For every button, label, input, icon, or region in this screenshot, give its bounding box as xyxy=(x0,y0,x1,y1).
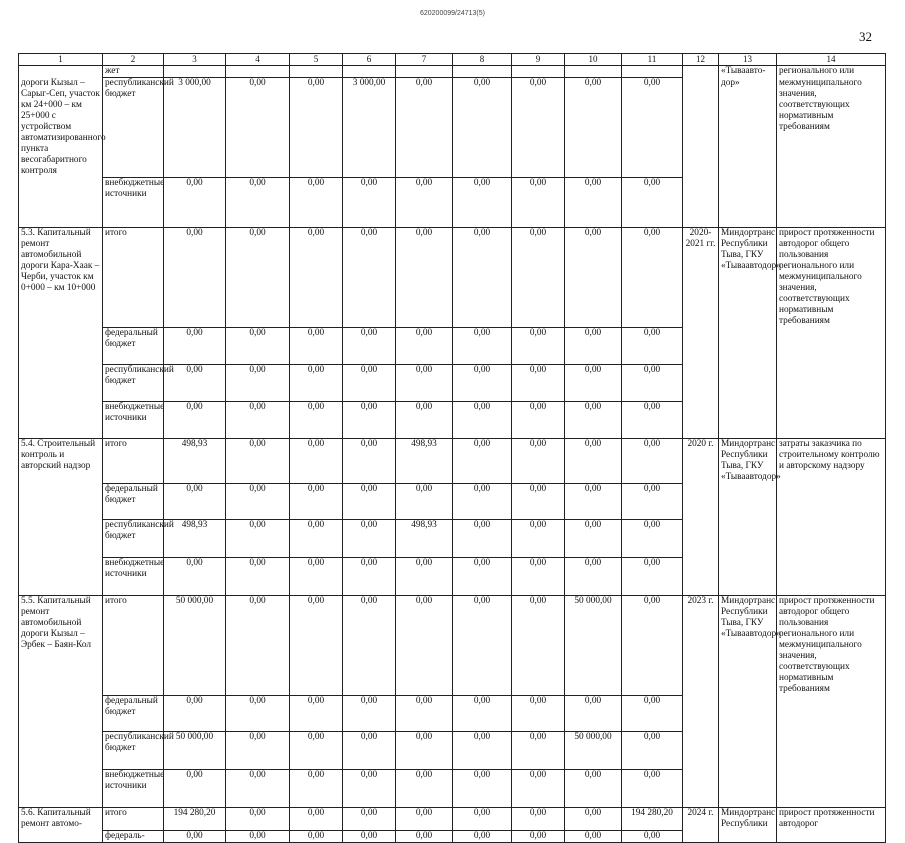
amount-cell xyxy=(290,66,343,78)
executor-cell xyxy=(719,402,777,439)
table-row xyxy=(19,770,886,808)
event-name-cell xyxy=(19,770,103,808)
amount-cell: 0,00 xyxy=(453,328,512,365)
amount-cell: 0,00 xyxy=(622,596,683,696)
amount-cell: 194 280,20 xyxy=(622,808,683,831)
amount-cell: 0,00 xyxy=(164,558,226,596)
event-name-cell xyxy=(19,520,103,558)
amount-cell: 0,00 xyxy=(226,402,290,439)
amount-cell: 0,00 xyxy=(343,178,396,228)
amount-cell: 0,00 xyxy=(565,558,622,596)
amount-cell xyxy=(453,66,512,78)
amount-cell: 0,00 xyxy=(512,520,565,558)
column-header: 7 xyxy=(396,54,453,66)
result-cell: прирост протяженности автодорог общего пользования регионального или межмуниципального значения, соответствующих нормативным требованиям xyxy=(777,228,886,328)
table-row xyxy=(19,558,886,596)
column-header: 14 xyxy=(777,54,886,66)
event-name-cell: 5.3. Капитальный ремонт автомобильной дороги Кара-Хаак – Черби, участок км 0+000 – км 10+000 xyxy=(19,228,103,328)
amount-cell: 0,00 xyxy=(226,78,290,178)
amount-cell: 0,00 xyxy=(565,328,622,365)
amount-cell: 0,00 xyxy=(290,484,343,520)
amount-cell: 0,00 xyxy=(453,484,512,520)
column-header: 1 xyxy=(19,54,103,66)
amount-cell: 194 280,20 xyxy=(164,808,226,831)
result-cell xyxy=(777,696,886,732)
amount-cell: 0,00 xyxy=(565,439,622,484)
amount-cell: 0,00 xyxy=(565,178,622,228)
period-cell xyxy=(683,696,719,732)
result-cell xyxy=(777,328,886,365)
funding-source-cell: федеральный бюджет xyxy=(103,696,164,732)
amount-cell: 0,00 xyxy=(290,328,343,365)
amount-cell: 0,00 xyxy=(622,439,683,484)
table-row xyxy=(19,696,886,732)
amount-cell: 0,00 xyxy=(622,831,683,843)
amount-cell: 0,00 xyxy=(226,696,290,732)
table-row xyxy=(19,328,886,365)
table-row xyxy=(19,178,886,228)
column-number-row xyxy=(19,54,886,66)
amount-cell: 0,00 xyxy=(396,831,453,843)
amount-cell: 0,00 xyxy=(622,228,683,328)
amount-cell: 0,00 xyxy=(343,732,396,770)
amount-cell: 0,00 xyxy=(396,402,453,439)
amount-cell: 0,00 xyxy=(226,439,290,484)
executor-cell: Миндортранс Республики xyxy=(719,808,777,831)
amount-cell: 0,00 xyxy=(226,365,290,402)
amount-cell: 0,00 xyxy=(622,178,683,228)
table-row xyxy=(19,365,886,402)
event-name-cell xyxy=(19,558,103,596)
amount-cell: 0,00 xyxy=(512,484,565,520)
period-cell xyxy=(683,66,719,78)
amount-cell: 0,00 xyxy=(453,596,512,696)
amount-cell: 3 000,00 xyxy=(164,78,226,178)
table-row xyxy=(19,439,886,484)
amount-cell: 0,00 xyxy=(290,78,343,178)
column-header: 13 xyxy=(719,54,777,66)
amount-cell: 0,00 xyxy=(622,520,683,558)
executor-cell xyxy=(719,520,777,558)
executor-cell: «Тываавто- xyxy=(719,66,777,78)
amount-cell: 0,00 xyxy=(396,558,453,596)
period-cell xyxy=(683,178,719,228)
event-name-cell: 5.4. Строительный контроль и авторский надзор xyxy=(19,439,103,484)
amount-cell: 50 000,00 xyxy=(565,596,622,696)
period-cell xyxy=(683,328,719,365)
event-name-cell xyxy=(19,66,103,78)
amount-cell: 0,00 xyxy=(453,831,512,843)
amount-cell: 0,00 xyxy=(622,696,683,732)
period-cell xyxy=(683,402,719,439)
result-cell xyxy=(777,732,886,770)
amount-cell: 0,00 xyxy=(226,831,290,843)
amount-cell: 0,00 xyxy=(226,808,290,831)
funding-source-cell: итого xyxy=(103,228,164,328)
event-name-cell: 5.5. Капитальный ремонт автомобильной дороги Кызыл – Эрбек – Баян-Кол xyxy=(19,596,103,696)
amount-cell: 0,00 xyxy=(512,328,565,365)
event-name-cell xyxy=(19,328,103,365)
amount-cell: 0,00 xyxy=(453,78,512,178)
amount-cell: 0,00 xyxy=(622,78,683,178)
amount-cell xyxy=(565,66,622,78)
result-cell: межмуниципального значения, соответствующих нормативным требованиям xyxy=(777,78,886,178)
amount-cell: 0,00 xyxy=(512,558,565,596)
amount-cell: 0,00 xyxy=(164,178,226,228)
amount-cell: 0,00 xyxy=(565,520,622,558)
funding-source-cell: федеральный бюджет xyxy=(103,328,164,365)
amount-cell: 0,00 xyxy=(226,770,290,808)
executor-cell xyxy=(719,558,777,596)
period-cell: 2020-2021 гг. xyxy=(683,228,719,328)
amount-cell: 0,00 xyxy=(512,365,565,402)
table-row xyxy=(19,402,886,439)
amount-cell: 0,00 xyxy=(396,228,453,328)
amount-cell: 0,00 xyxy=(290,402,343,439)
amount-cell: 0,00 xyxy=(396,365,453,402)
funding-source-cell: итого xyxy=(103,808,164,831)
executor-cell xyxy=(719,484,777,520)
amount-cell: 0,00 xyxy=(453,402,512,439)
amount-cell: 0,00 xyxy=(622,402,683,439)
amount-cell: 0,00 xyxy=(343,558,396,596)
column-header: 5 xyxy=(290,54,343,66)
funding-source-cell: внебюджетные источники xyxy=(103,402,164,439)
amount-cell: 50 000,00 xyxy=(565,732,622,770)
result-cell xyxy=(777,484,886,520)
executor-cell xyxy=(719,831,777,843)
amount-cell xyxy=(164,66,226,78)
funding-source-cell: республиканский бюджет xyxy=(103,365,164,402)
result-cell: прирост протяженности автодорог xyxy=(777,808,886,831)
table-row xyxy=(19,808,886,831)
amount-cell: 0,00 xyxy=(226,520,290,558)
amount-cell: 498,93 xyxy=(164,439,226,484)
executor-cell xyxy=(719,732,777,770)
funding-source-cell: республиканский бюджет xyxy=(103,78,164,178)
table-row xyxy=(19,228,886,328)
amount-cell: 0,00 xyxy=(226,328,290,365)
amount-cell: 0,00 xyxy=(512,78,565,178)
amount-cell xyxy=(512,66,565,78)
amount-cell: 498,93 xyxy=(396,520,453,558)
amount-cell: 3 000,00 xyxy=(343,78,396,178)
amount-cell: 0,00 xyxy=(343,770,396,808)
amount-cell: 0,00 xyxy=(290,770,343,808)
amount-cell: 0,00 xyxy=(512,732,565,770)
document-code: 620200099/24713(5) xyxy=(419,10,485,17)
program-table xyxy=(18,53,886,843)
funding-source-cell: республиканский бюджет xyxy=(103,732,164,770)
amount-cell: 0,00 xyxy=(343,520,396,558)
amount-cell: 0,00 xyxy=(226,558,290,596)
amount-cell: 0,00 xyxy=(164,228,226,328)
column-header: 6 xyxy=(343,54,396,66)
amount-cell: 0,00 xyxy=(343,808,396,831)
amount-cell: 0,00 xyxy=(622,365,683,402)
amount-cell: 498,93 xyxy=(164,520,226,558)
amount-cell: 0,00 xyxy=(453,178,512,228)
column-header: 4 xyxy=(226,54,290,66)
table-row xyxy=(19,78,886,178)
result-cell xyxy=(777,178,886,228)
executor-cell xyxy=(719,178,777,228)
column-header: 11 xyxy=(622,54,683,66)
amount-cell: 0,00 xyxy=(622,558,683,596)
period-cell xyxy=(683,732,719,770)
period-cell xyxy=(683,831,719,843)
amount-cell: 0,00 xyxy=(565,365,622,402)
amount-cell: 0,00 xyxy=(565,696,622,732)
amount-cell: 0,00 xyxy=(622,770,683,808)
column-header: 3 xyxy=(164,54,226,66)
amount-cell: 0,00 xyxy=(290,439,343,484)
amount-cell: 0,00 xyxy=(512,770,565,808)
funding-source-cell: внебюджетные источники xyxy=(103,770,164,808)
amount-cell: 0,00 xyxy=(164,402,226,439)
funding-source-cell: жет xyxy=(103,66,164,78)
table-row xyxy=(19,66,886,78)
amount-cell xyxy=(622,66,683,78)
amount-cell: 0,00 xyxy=(565,808,622,831)
amount-cell xyxy=(343,66,396,78)
result-cell xyxy=(777,831,886,843)
amount-cell: 0,00 xyxy=(396,808,453,831)
amount-cell: 0,00 xyxy=(343,439,396,484)
event-name-cell xyxy=(19,732,103,770)
amount-cell: 0,00 xyxy=(164,831,226,843)
event-name-cell: 5.6. Капитальный ремонт автомо- xyxy=(19,808,103,831)
amount-cell: 0,00 xyxy=(622,484,683,520)
amount-cell: 0,00 xyxy=(290,228,343,328)
amount-cell: 0,00 xyxy=(512,808,565,831)
amount-cell: 0,00 xyxy=(290,520,343,558)
event-name-cell xyxy=(19,484,103,520)
amount-cell: 0,00 xyxy=(453,558,512,596)
amount-cell: 0,00 xyxy=(164,770,226,808)
amount-cell: 0,00 xyxy=(290,558,343,596)
amount-cell: 0,00 xyxy=(453,808,512,831)
amount-cell: 0,00 xyxy=(453,228,512,328)
amount-cell: 0,00 xyxy=(622,328,683,365)
amount-cell: 0,00 xyxy=(453,732,512,770)
funding-source-cell: итого xyxy=(103,596,164,696)
amount-cell: 0,00 xyxy=(290,732,343,770)
amount-cell: 0,00 xyxy=(565,402,622,439)
amount-cell: 0,00 xyxy=(396,770,453,808)
executor-cell: Миндортранс Республики Тыва, ГКУ «Тываавтодор» xyxy=(719,596,777,696)
result-cell: затраты заказчика по строительному контролю и авторскому надзору xyxy=(777,439,886,484)
amount-cell: 0,00 xyxy=(512,596,565,696)
amount-cell: 0,00 xyxy=(622,732,683,770)
amount-cell: 0,00 xyxy=(226,228,290,328)
amount-cell: 0,00 xyxy=(396,596,453,696)
amount-cell: 0,00 xyxy=(565,770,622,808)
amount-cell: 0,00 xyxy=(343,696,396,732)
result-cell xyxy=(777,558,886,596)
page-number: 32 xyxy=(859,29,872,44)
period-cell: 2024 г. xyxy=(683,808,719,831)
event-name-cell xyxy=(19,696,103,732)
event-name-cell xyxy=(19,402,103,439)
amount-cell: 0,00 xyxy=(453,365,512,402)
amount-cell: 50 000,00 xyxy=(164,732,226,770)
event-name-cell xyxy=(19,178,103,228)
amount-cell: 0,00 xyxy=(164,365,226,402)
table-row xyxy=(19,831,886,843)
period-cell: 2023 г. xyxy=(683,596,719,696)
amount-cell: 0,00 xyxy=(512,696,565,732)
amount-cell: 0,00 xyxy=(164,328,226,365)
amount-cell: 0,00 xyxy=(565,78,622,178)
executor-cell: Миндортранс Республики Тыва, ГКУ «Тываавтодор» xyxy=(719,228,777,328)
column-header: 12 xyxy=(683,54,719,66)
amount-cell: 0,00 xyxy=(512,439,565,484)
amount-cell: 0,00 xyxy=(453,770,512,808)
amount-cell: 0,00 xyxy=(565,831,622,843)
period-cell xyxy=(683,558,719,596)
period-cell xyxy=(683,770,719,808)
amount-cell: 0,00 xyxy=(290,365,343,402)
result-cell: регионального или xyxy=(777,66,886,78)
amount-cell: 0,00 xyxy=(290,831,343,843)
funding-source-cell: внебюджетные источники xyxy=(103,178,164,228)
executor-cell: Миндортранс Республики Тыва, ГКУ «Тываавтодор» xyxy=(719,439,777,484)
executor-cell xyxy=(719,770,777,808)
amount-cell: 0,00 xyxy=(343,365,396,402)
amount-cell: 0,00 xyxy=(453,696,512,732)
funding-source-cell: итого xyxy=(103,439,164,484)
event-name-cell xyxy=(19,831,103,843)
amount-cell xyxy=(396,66,453,78)
executor-cell xyxy=(719,696,777,732)
executor-cell xyxy=(719,328,777,365)
funding-source-cell: республиканский бюджет xyxy=(103,520,164,558)
table-row xyxy=(19,596,886,696)
column-header: 8 xyxy=(453,54,512,66)
amount-cell: 0,00 xyxy=(396,328,453,365)
table-row xyxy=(19,484,886,520)
amount-cell: 0,00 xyxy=(512,178,565,228)
column-header: 2 xyxy=(103,54,164,66)
table-row xyxy=(19,732,886,770)
amount-cell: 0,00 xyxy=(396,732,453,770)
amount-cell: 498,93 xyxy=(396,439,453,484)
period-cell xyxy=(683,520,719,558)
funding-source-cell: внебюджетные источники xyxy=(103,558,164,596)
amount-cell: 0,00 xyxy=(512,228,565,328)
amount-cell xyxy=(226,66,290,78)
executor-cell xyxy=(719,365,777,402)
amount-cell: 0,00 xyxy=(343,831,396,843)
amount-cell: 0,00 xyxy=(290,178,343,228)
period-cell xyxy=(683,484,719,520)
amount-cell: 0,00 xyxy=(512,831,565,843)
amount-cell: 0,00 xyxy=(396,696,453,732)
period-cell xyxy=(683,365,719,402)
amount-cell: 0,00 xyxy=(343,402,396,439)
amount-cell: 50 000,00 xyxy=(164,596,226,696)
period-cell xyxy=(683,78,719,178)
result-cell xyxy=(777,520,886,558)
amount-cell: 0,00 xyxy=(396,484,453,520)
result-cell xyxy=(777,365,886,402)
amount-cell: 0,00 xyxy=(565,228,622,328)
amount-cell: 0,00 xyxy=(396,78,453,178)
amount-cell: 0,00 xyxy=(396,178,453,228)
column-header: 9 xyxy=(512,54,565,66)
amount-cell: 0,00 xyxy=(290,596,343,696)
amount-cell: 0,00 xyxy=(512,402,565,439)
amount-cell: 0,00 xyxy=(226,732,290,770)
amount-cell: 0,00 xyxy=(343,328,396,365)
executor-cell: дор» xyxy=(719,78,777,178)
result-cell xyxy=(777,770,886,808)
amount-cell: 0,00 xyxy=(226,484,290,520)
period-cell: 2020 г. xyxy=(683,439,719,484)
result-cell: прирост протяженности автодорог общего пользования регионального или межмуниципального значения, соответствующих нормативным требованиям xyxy=(777,596,886,696)
amount-cell: 0,00 xyxy=(343,228,396,328)
amount-cell: 0,00 xyxy=(343,596,396,696)
amount-cell: 0,00 xyxy=(565,484,622,520)
table-row xyxy=(19,520,886,558)
amount-cell: 0,00 xyxy=(453,439,512,484)
amount-cell: 0,00 xyxy=(226,596,290,696)
event-name-cell xyxy=(19,365,103,402)
amount-cell: 0,00 xyxy=(343,484,396,520)
amount-cell: 0,00 xyxy=(290,696,343,732)
funding-source-cell: федеральный бюджет xyxy=(103,484,164,520)
column-header: 10 xyxy=(565,54,622,66)
amount-cell: 0,00 xyxy=(453,520,512,558)
amount-cell: 0,00 xyxy=(226,178,290,228)
amount-cell: 0,00 xyxy=(164,696,226,732)
amount-cell: 0,00 xyxy=(290,808,343,831)
result-cell xyxy=(777,402,886,439)
funding-source-cell: федераль- xyxy=(103,831,164,843)
amount-cell: 0,00 xyxy=(164,484,226,520)
event-name-cell: дороги Кызыл – Сарыг-Сеп, участок км 24+000 – км 25+000 с устройством автоматизированного пункта весогабаритного контроля xyxy=(19,78,103,178)
